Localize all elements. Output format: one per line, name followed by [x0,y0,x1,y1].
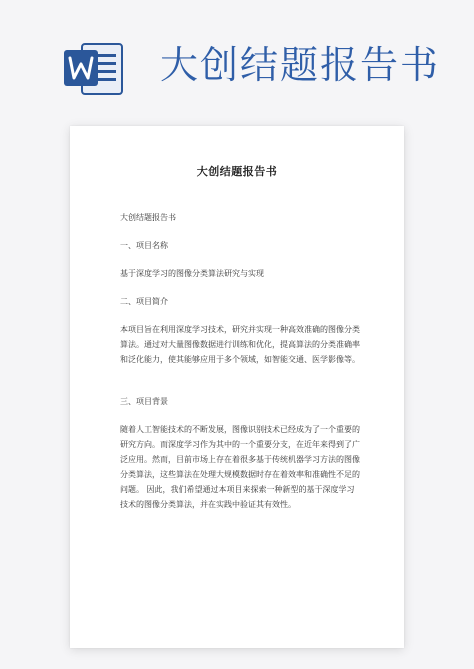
project-name-text: 基于深度学习的图像分类算法研究与实现 [120,269,264,278]
section-heading-project-intro: 二、项目简介 [120,297,168,306]
section-heading-project-background: 三、项目背景 [120,397,168,406]
banner-title: 大创结题报告书 [160,43,441,87]
project-intro-paragraph: 本项目旨在利用深度学习技术，研究并实现一种高效准确的图像分类算法。通过对大量图像数据进行训练和优化，提高算法的分类准确率和泛化能力，使其能够应用于多个领域，如智能交通、医学影像等。 [120,325,360,364]
banner [0,0,474,120]
document-page [70,126,404,648]
section-heading-project-name: 一、项目名称 [120,241,168,250]
document-title: 大创结题报告书 [196,165,278,178]
word-document-icon [62,38,126,98]
document-subtitle: 大创结题报告书 [120,213,176,222]
project-background-paragraph: 随着人工智能技术的不断发展，图像识别技术已经成为了一个重要的研究方向。而深度学习作为其中的一个重要分支，在近年来得到了广泛应用。然而，目前市场上存在着很多基于传统机器学习方法的图像分类算法，这些算法在处理大规模数据时存在着效率和准确性不足的问题。 因此，我们希望通过本项目来探索一种新型的基于深度学习技术的图像分类算法，并在实践中验证其有效性。 [120,425,360,509]
